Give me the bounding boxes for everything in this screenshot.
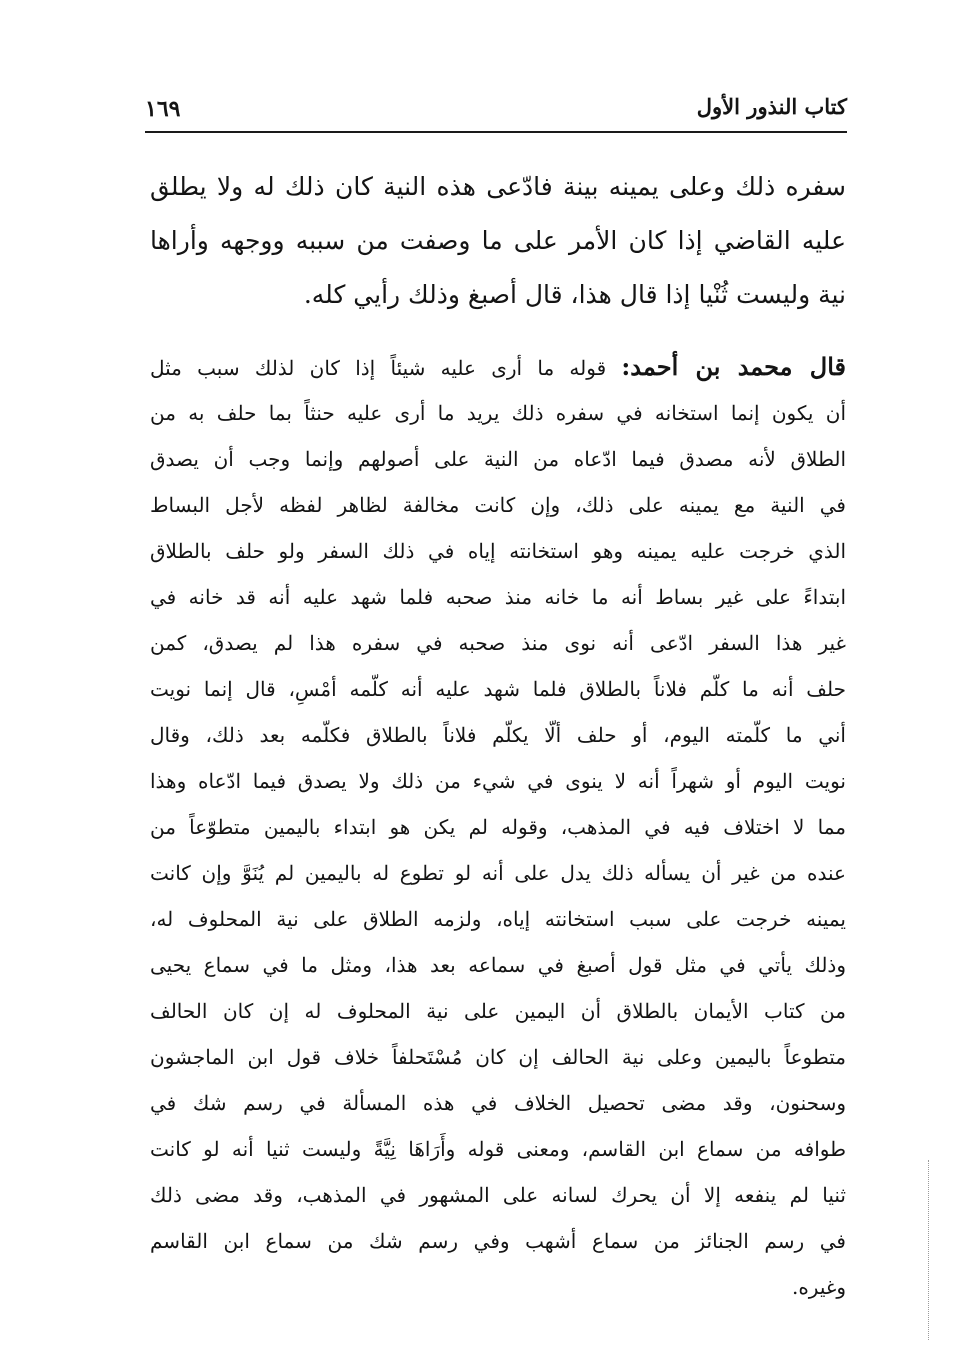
speaker-name: قال محمد بن أحمد: [621,352,846,381]
paragraph-2-first-line [150,344,846,390]
paragraph-1 [150,160,846,322]
paragraph-2-line: أن يكون إنما استخانه في سفره ذلك يريد ما أرى عليه حنثاً بما حلف به من [150,401,846,425]
paragraph-2-line: من كتاب الأيمان بالطلاق أن اليمين على نية المحلوف له إن كان الحالف [150,999,846,1023]
paragraph-2-line: في رسم الجنائز من سماع أشهب وفي رسم شك من سماع ابن القاسم [150,1229,846,1253]
paragraph-2-line: الطلاق لأنه مصدق فيما ادّعاه من النية على أصولهم وإنما وجب أن يصدق [150,447,846,471]
paragraph-2 [150,344,846,1310]
paragraph-2-line: غير هذا السفر ادّعى أنه نوى منذ صحبه في سفره هذا لم يصدق، كمن [150,631,846,655]
page-number: ١٦٩ [145,96,181,122]
paragraph-2-line: نويت اليوم أو شهراً أنه لا ينوى في شيء من ذلك ولا يصدق فيما ادّعاه وهذا [150,769,846,793]
paragraph-1-line: سفره ذلك وعلى يمينه بينة فادّعى هذه النية كان ذلك له ولا يطلق [150,172,846,201]
paragraph-2-line: في النية مع يمينه على ذلك، وإن كانت مخالفة لظاهر لفظه لأجل البساط [150,493,846,517]
paragraph-2-line: حلف أنه ما كلّم فلاناً بالطلاق فلما شهد عليه أنه كلّمه أمْسِ، قال إنما نويت [150,677,846,701]
page-header [145,88,847,128]
paragraph-2-line: عنده من غير أن يسأله ذلك يدل على أنه لو تطوع له باليمين لم يُنَوَّ وإن كانت [150,861,846,885]
paragraph-2-line: مما لا اختلاف فيه في المذهب، وقوله لم يكن هو ابتداء باليمين متطوّعاً من [150,815,846,839]
paragraph-1-line: نية وليست ثُنْيا إذا قال هذا، قال أصبغ وذلك رأيي كله. [303,280,846,309]
running-title: كتاب النذور الأول [696,94,847,119]
paragraph-2-line: وذلك يأتي في مثل قول أصبغ في سماعه بعد هذا، ومثل ما في سماع يحيى [150,953,846,977]
paragraph-2-line: متطوعاً باليمين وعلى نية الحالف إن كان مُسْتَحلفاً خلاف قول ابن الماجشون [150,1045,846,1069]
page-edge-mark [928,1160,929,1340]
header-rule [145,131,847,133]
paragraph-2-line: ابتداءً على غير بساط أنه ما خانه منذ صحبه فلما شهد عليه أنه قد خانه في [150,585,846,609]
paragraph-2-line: وغيره. [791,1275,846,1299]
paragraph-2-line: وسحنون، وقد مضى تحصيل الخلاف في هذه المسألة في رسم شك في [150,1091,846,1115]
paragraph-2-first-line-text: قوله ما أرى عليه شيئاً إذا كان لذلك سبب مثل [150,356,607,380]
paragraph-2-line: يمينه خرجت على سبب استخانته إياه، ولزمه الطلاق على نية المحلوف له، [150,907,846,931]
paragraph-2-line: طوافه من سماع ابن القاسم، ومعنى قوله وأَرَاهَا نِيَّةً وليست ثنيا أنه لو كانت [150,1137,846,1161]
paragraph-1-line: عليه القاضي إذا كان الأمر على ما وصفت من سببه ووجهه وأراها [150,226,846,255]
paragraph-2-line: الذي خرجت عليه يمينه وهو استخانته إياه في ذلك السفر ولو حلف بالطلاق [150,539,846,563]
paragraph-2-line: ثنيا لم ينفعه إلا أن يحرك لسانه على المشهور في المذهب، وقد مضى ذلك [150,1183,846,1207]
paragraph-2-line: أني ما كلّمته اليوم، أو حلف ألّا يكلّم فلاناً بالطلاق فكلّمه بعد ذلك، وقال [150,723,846,747]
